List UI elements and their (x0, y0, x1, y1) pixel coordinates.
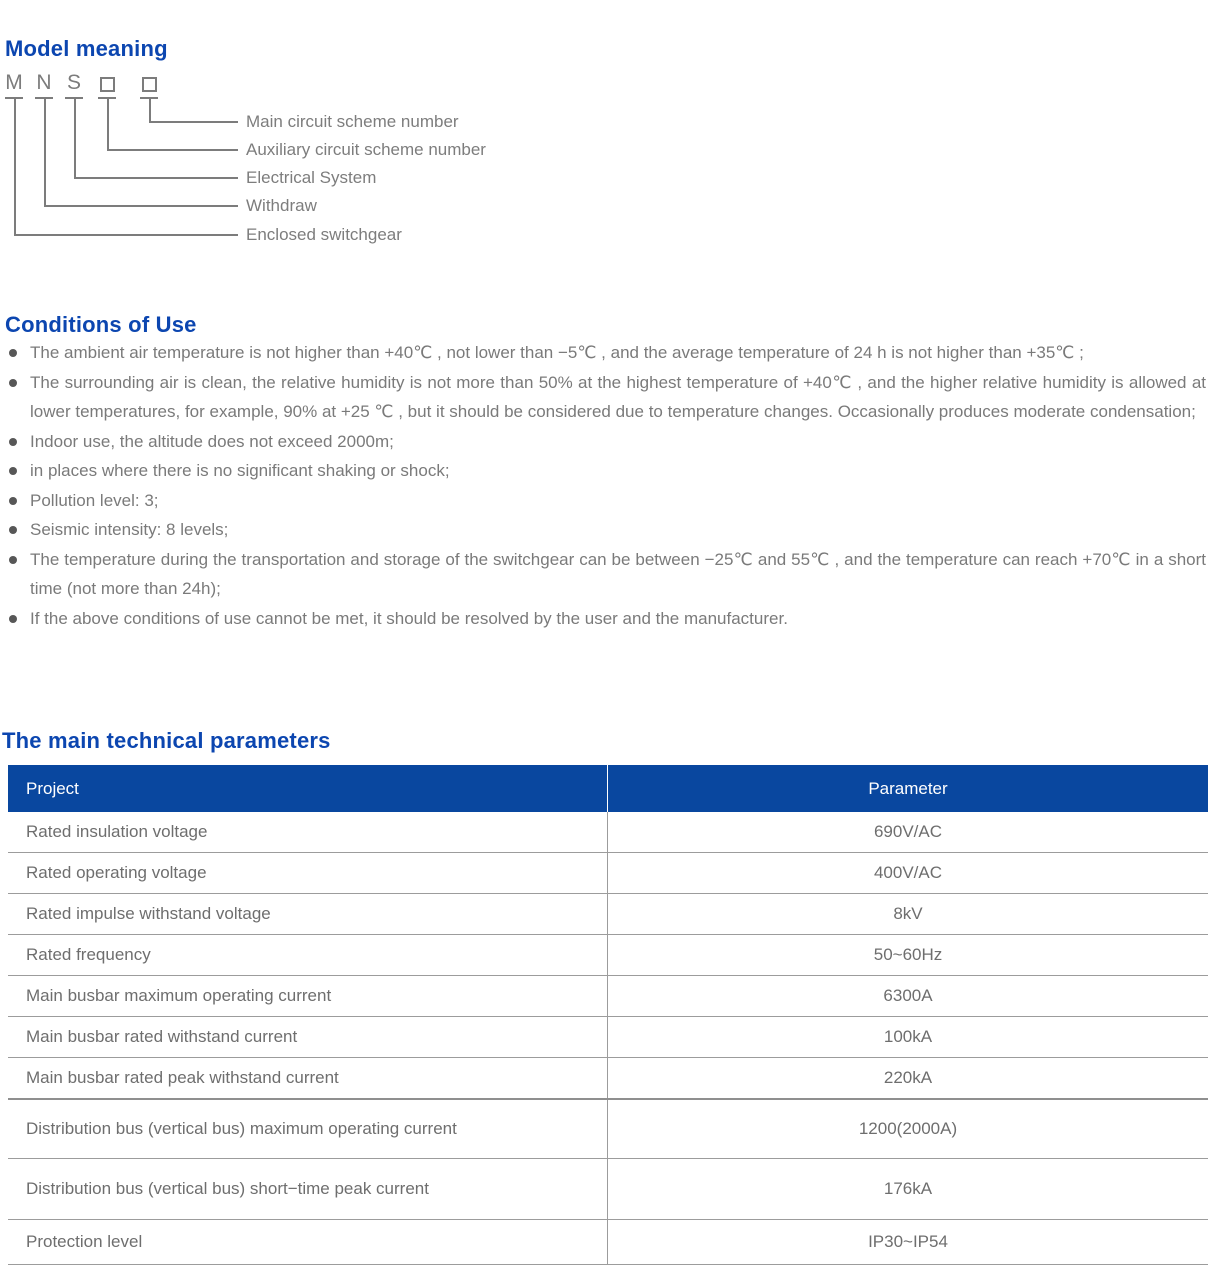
conditions-list (6, 338, 1206, 633)
table-row (8, 1220, 1208, 1265)
project-cell: Main busbar rated withstand current (8, 1017, 608, 1057)
project-cell: Rated frequency (8, 935, 608, 975)
section-title-main-technical-parameters: The main technical parameters (2, 728, 331, 754)
condition-item: Seismic intensity: 8 levels; (6, 515, 1206, 545)
model-code-label: Withdraw (246, 196, 317, 215)
parameters-table-header (8, 765, 1208, 812)
model-code-box (140, 70, 158, 99)
connector-line (14, 98, 238, 236)
model-code-label: Enclosed switchgear (246, 225, 402, 244)
project-cell: Rated impulse withstand voltage (8, 894, 608, 934)
condition-item: Pollution level: 3; (6, 486, 1206, 516)
project-cell: Main busbar rated peak withstand current (8, 1058, 608, 1098)
project-cell: Protection level (8, 1220, 608, 1264)
parameter-cell: 220kA (883, 1068, 933, 1087)
parameter-cell: 690V/AC (873, 822, 943, 841)
empty-box-icon (100, 77, 115, 92)
project-cell: Distribution bus (vertical bus) short−time peak current (8, 1159, 608, 1219)
condition-item: The surrounding air is clean, the relative humidity is not more than 50% at the highest temperature of +40℃ , and the higher relative humidity is allowed at lower temperatures, for example, 90% at +25 ℃ , but it should be considered due to temperature changes. Occasionally produces moderate condensation; (6, 368, 1206, 427)
column-header-project: Project (8, 765, 608, 812)
parameter-cell: 100kA (883, 1027, 933, 1046)
parameter-cell: 6300A (883, 986, 933, 1005)
table-row (8, 894, 1208, 935)
table-row (8, 976, 1208, 1017)
section-title-model-meaning: Model meaning (5, 35, 168, 61)
table-row (8, 1100, 1208, 1159)
condition-item: Indoor use, the altitude does not exceed 2000m; (6, 427, 1206, 457)
table-row (8, 935, 1208, 976)
project-cell: Rated insulation voltage (8, 812, 608, 852)
model-code-box (98, 70, 116, 99)
empty-box-icon (142, 77, 157, 92)
column-header-parameter: Parameter (868, 778, 948, 798)
model-code-letter-text: S (66, 71, 81, 94)
model-code-letter (65, 70, 83, 99)
table-row (8, 812, 1208, 853)
model-code-label: Electrical System (246, 168, 377, 187)
model-code-letter (35, 70, 53, 99)
parameters-table-body (8, 812, 1208, 1265)
parameter-cell: 50~60Hz (873, 945, 943, 964)
table-row (8, 1058, 1208, 1100)
table-row (8, 1159, 1208, 1220)
table-row (8, 1017, 1208, 1058)
condition-item: in places where there is no significant shaking or shock; (6, 456, 1206, 486)
model-code-diagram (0, 70, 780, 260)
project-cell: Distribution bus (vertical bus) maximum operating current (8, 1100, 608, 1158)
condition-item: The temperature during the transportation and storage of the switchgear can be between −25℃ and 55℃ , and the temperature can reach +70℃ in a short time (not more than 24h); (6, 545, 1206, 604)
condition-item: If the above conditions of use cannot be met, it should be resolved by the user and the manufacturer. (6, 604, 1206, 634)
section-title-conditions-of-use: Conditions of Use (5, 312, 197, 338)
model-code-letter (5, 70, 23, 99)
project-cell: Rated operating voltage (8, 853, 608, 893)
model-code-label: Main circuit scheme number (246, 112, 459, 131)
model-code-label: Auxiliary circuit scheme number (246, 140, 486, 159)
parameter-cell: 176kA (883, 1179, 933, 1198)
project-cell: Main busbar maximum operating current (8, 976, 608, 1016)
parameter-cell: IP30~IP54 (868, 1232, 948, 1251)
parameters-table (8, 765, 1208, 1265)
parameter-cell: 1200(2000A) (858, 1119, 958, 1138)
table-row (8, 853, 1208, 894)
parameter-cell: 400V/AC (873, 863, 943, 882)
condition-item: The ambient air temperature is not higher than +40℃ , not lower than −5℃ , and the average temperature of 24 h is not higher than +35℃ ; (6, 338, 1206, 368)
model-code-letter-text: M (5, 71, 23, 94)
model-code-letter-text: N (36, 71, 52, 94)
parameter-cell: 8kV (893, 904, 923, 923)
